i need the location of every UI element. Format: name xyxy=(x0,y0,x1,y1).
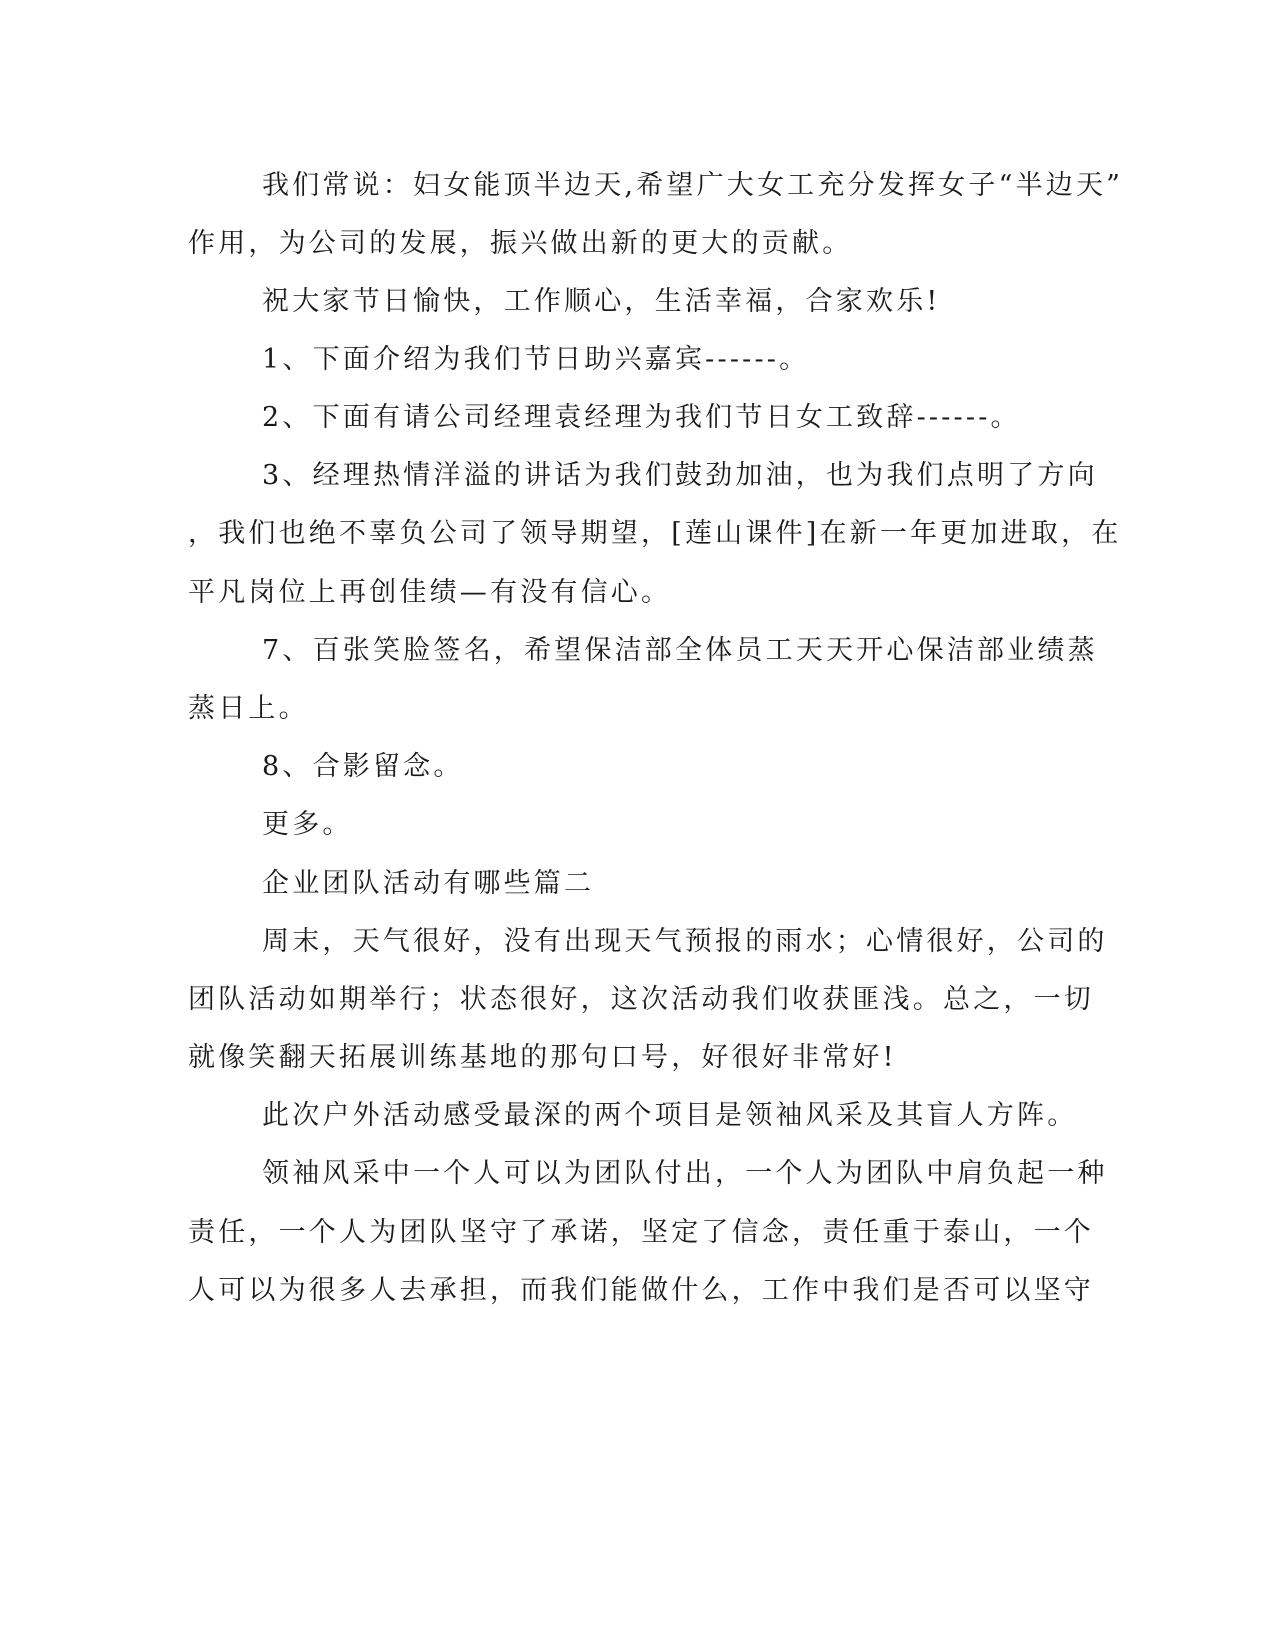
paragraph-line: 更多。 xyxy=(262,809,353,840)
paragraph-line: ，我们也绝不辜负公司了领导期望，[莲山课件]在新一年更加进取，在 xyxy=(188,518,1122,549)
paragraph-line: 我们常说：妇女能顶半边天,希望广大女工充分发挥女子“半边天” xyxy=(262,170,1124,201)
list-item: 8、合影留念。 xyxy=(262,751,464,782)
list-item: 1、下面介绍为我们节日助兴嘉宾------。 xyxy=(262,344,810,375)
list-item: 7、百张笑脸签名，希望保洁部全体员工天天开心保洁部业绩蒸 xyxy=(262,635,1098,666)
paragraph-line: 平凡岗位上再创佳绩—有没有信心。 xyxy=(188,577,672,608)
list-item: 2、下面有请公司经理袁经理为我们节日女工致辞------。 xyxy=(262,402,1021,433)
paragraph-line: 作用，为公司的发展，振兴做出新的更大的贡献。 xyxy=(188,228,853,259)
paragraph-line: 此次户外活动感受最深的两个项目是领袖风采及其盲人方阵。 xyxy=(262,1100,1078,1131)
paragraph-line: 团队活动如期举行；状态很好，这次活动我们收获匪浅。总之，一切 xyxy=(188,984,1094,1015)
paragraph-line: 责任，一个人为团队坚守了承诺，坚定了信念，责任重于泰山，一个 xyxy=(188,1217,1094,1248)
list-item: 3、经理热情洋溢的讲话为我们鼓劲加油，也为我们点明了方向 xyxy=(262,460,1098,491)
paragraph-line: 就像笑翻天拓展训练基地的那句口号，好很好非常好! xyxy=(188,1042,897,1073)
paragraph-line: 领袖风采中一个人可以为团队付出，一个人为团队中肩负起一种 xyxy=(262,1158,1108,1189)
section-heading: 企业团队活动有哪些篇二 xyxy=(262,868,595,899)
paragraph-line: 祝大家节日愉快，工作顺心，生活幸福，合家欢乐! xyxy=(262,286,941,317)
paragraph-line: 蒸日上。 xyxy=(188,693,309,724)
paragraph-line: 周末，天气很好，没有出现天气预报的雨水；心情很好，公司的 xyxy=(262,926,1108,957)
paragraph-line: 人可以为很多人去承担，而我们能做什么，工作中我们是否可以坚守 xyxy=(188,1275,1094,1306)
